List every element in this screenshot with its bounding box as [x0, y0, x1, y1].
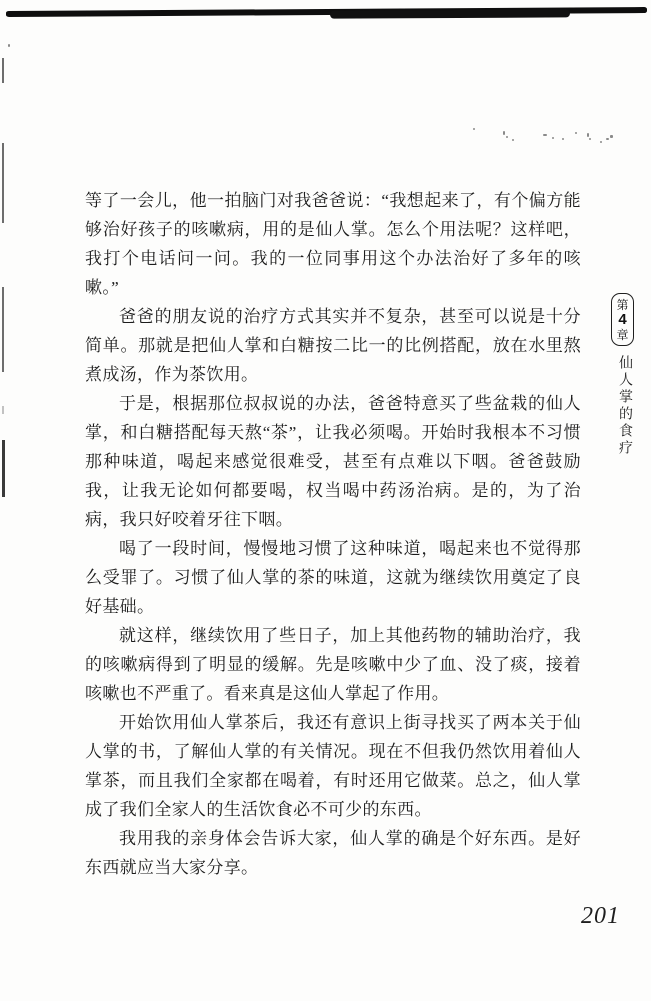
scan-edge-left: [2, 406, 4, 414]
paragraph: 开始饮用仙人掌茶后，我还有意识上街寻找买了两本关于仙人掌的书，了解仙人掌的有关情况。现在不但我仍然饮用着仙人掌茶，而且我们全家都在喝着，有时还用它做菜。总之，仙人掌成了我们全家人的生活饮食必不可少的东西。: [85, 713, 581, 819]
page-text: [85, 186, 581, 882]
scan-edge-left: [2, 58, 4, 83]
paragraph: 喝了一段时间，慢慢地习惯了这种味道，喝起来也不觉得那么受罪了。习惯了仙人掌的茶的味道，这就为继续饮用奠定了良好基础。: [85, 539, 581, 616]
speckle: [8, 44, 10, 47]
paragraph: 就这样，继续饮用了些日子，加上其他药物的辅助治疗，我的咳嗽病得到了明显的缓解。先是咳嗽中少了血、没了痰，接着咳嗽也不严重了。看来真是这仙人掌起了作用。: [85, 626, 581, 703]
paragraph: 爸爸的朋友说的治疗方式其实并不复杂，甚至可以说是十分简单。那就是把仙人掌和白糖按二比一的比例搭配，放在水里熬煮成汤，作为茶饮用。: [85, 307, 581, 384]
paragraph: 我用我的亲身体会告诉大家，仙人掌的确是个好东西。是好东西就应当大家分享。: [85, 829, 581, 877]
chapter-box-char: 第: [616, 298, 629, 312]
speckle: [543, 134, 547, 136]
speckle: [606, 138, 609, 140]
chapter-title-vertical: 仙人掌的食疗: [617, 355, 632, 457]
speckle: [589, 138, 591, 140]
paragraph: 等了一会儿，他一拍脑门对我爸爸说：“我想起来了，有个偏方能够治好孩子的咳嗽病，用的是仙人掌。怎么个用法呢？这样吧，我打个电话问一问。我的一位同事用这个办法治好了多年的咳嗽。”: [85, 191, 581, 297]
scan-edge-left: [2, 287, 4, 372]
speckle: [600, 141, 602, 143]
scan-edge-left: [2, 143, 4, 223]
scan-edge-left: [2, 440, 5, 497]
speckle: [512, 139, 514, 141]
speckle: [473, 128, 475, 130]
speckle: [503, 131, 505, 135]
speckle: [506, 136, 508, 138]
speckle: [562, 138, 564, 140]
speckle: [552, 137, 554, 139]
page-number: 201: [581, 903, 620, 929]
speckle: [587, 133, 589, 137]
speckle: [575, 132, 577, 134]
scan-edge-top-blob: [330, 9, 570, 18]
chapter-margin-tab: [609, 293, 641, 457]
chapter-number-box: [611, 293, 634, 346]
chapter-box-number: 4: [618, 311, 627, 328]
speckle: [610, 135, 613, 138]
paragraph: 于是，根据那位叔叔说的办法，爸爸特意买了些盆栽的仙人掌，和白糖搭配每天熬“茶”，让我必须喝。开始时我根本不习惯那种味道，喝起来感觉很难受，甚至有点难以下咽。爸爸鼓励我，让我无论如何都要喝，权当喝中药汤治病。是的，为了治病，我只好咬着牙往下咽。: [85, 394, 581, 529]
chapter-box-char: 章: [616, 328, 629, 342]
